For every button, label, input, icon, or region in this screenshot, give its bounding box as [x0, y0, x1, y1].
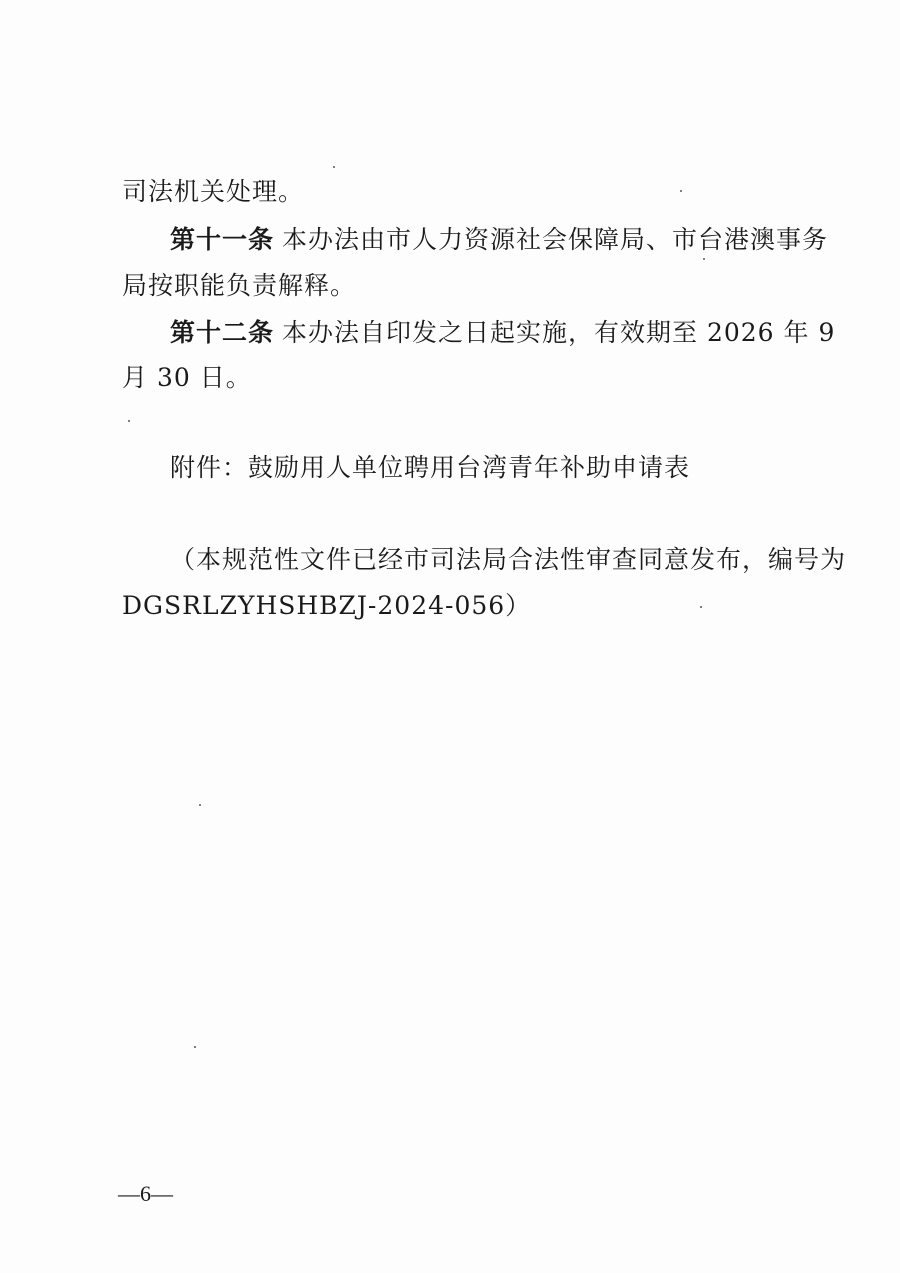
attachment-line: 附件：鼓励用人单位聘用台湾青年补助申请表 [170, 453, 691, 482]
article-12-line-2: 月 30 日。 [122, 363, 252, 392]
scan-speck [194, 1046, 196, 1048]
article-12-label: 第十二条 [170, 318, 275, 347]
page-number: —6— [118, 1181, 173, 1206]
scan-speck [128, 420, 130, 422]
scan-speck [680, 190, 682, 192]
note-line-2: DGSRLZYHSHBZJ-2024-056） [122, 591, 532, 620]
continuation-line: 司法机关处理。 [122, 177, 305, 206]
article-11-line-2: 局按职能负责解释。 [122, 271, 357, 300]
article-12-line-1 [170, 317, 835, 349]
scan-speck [703, 258, 705, 260]
scan-speck [700, 606, 702, 608]
article-11-label: 第十一条 [170, 225, 275, 254]
article-11-line-1 [170, 224, 828, 256]
scan-speck [199, 804, 201, 806]
scan-speck [333, 166, 335, 168]
article-11-text: 本办法由市人力资源社会保障局、市台港澳事务 [282, 225, 829, 254]
article-12-text: 本办法自印发之日起实施，有效期至 2026 年 9 [282, 318, 836, 347]
note-line-1: （本规范性文件已经市司法局合法性审查同意发布，编号为 [170, 545, 847, 574]
